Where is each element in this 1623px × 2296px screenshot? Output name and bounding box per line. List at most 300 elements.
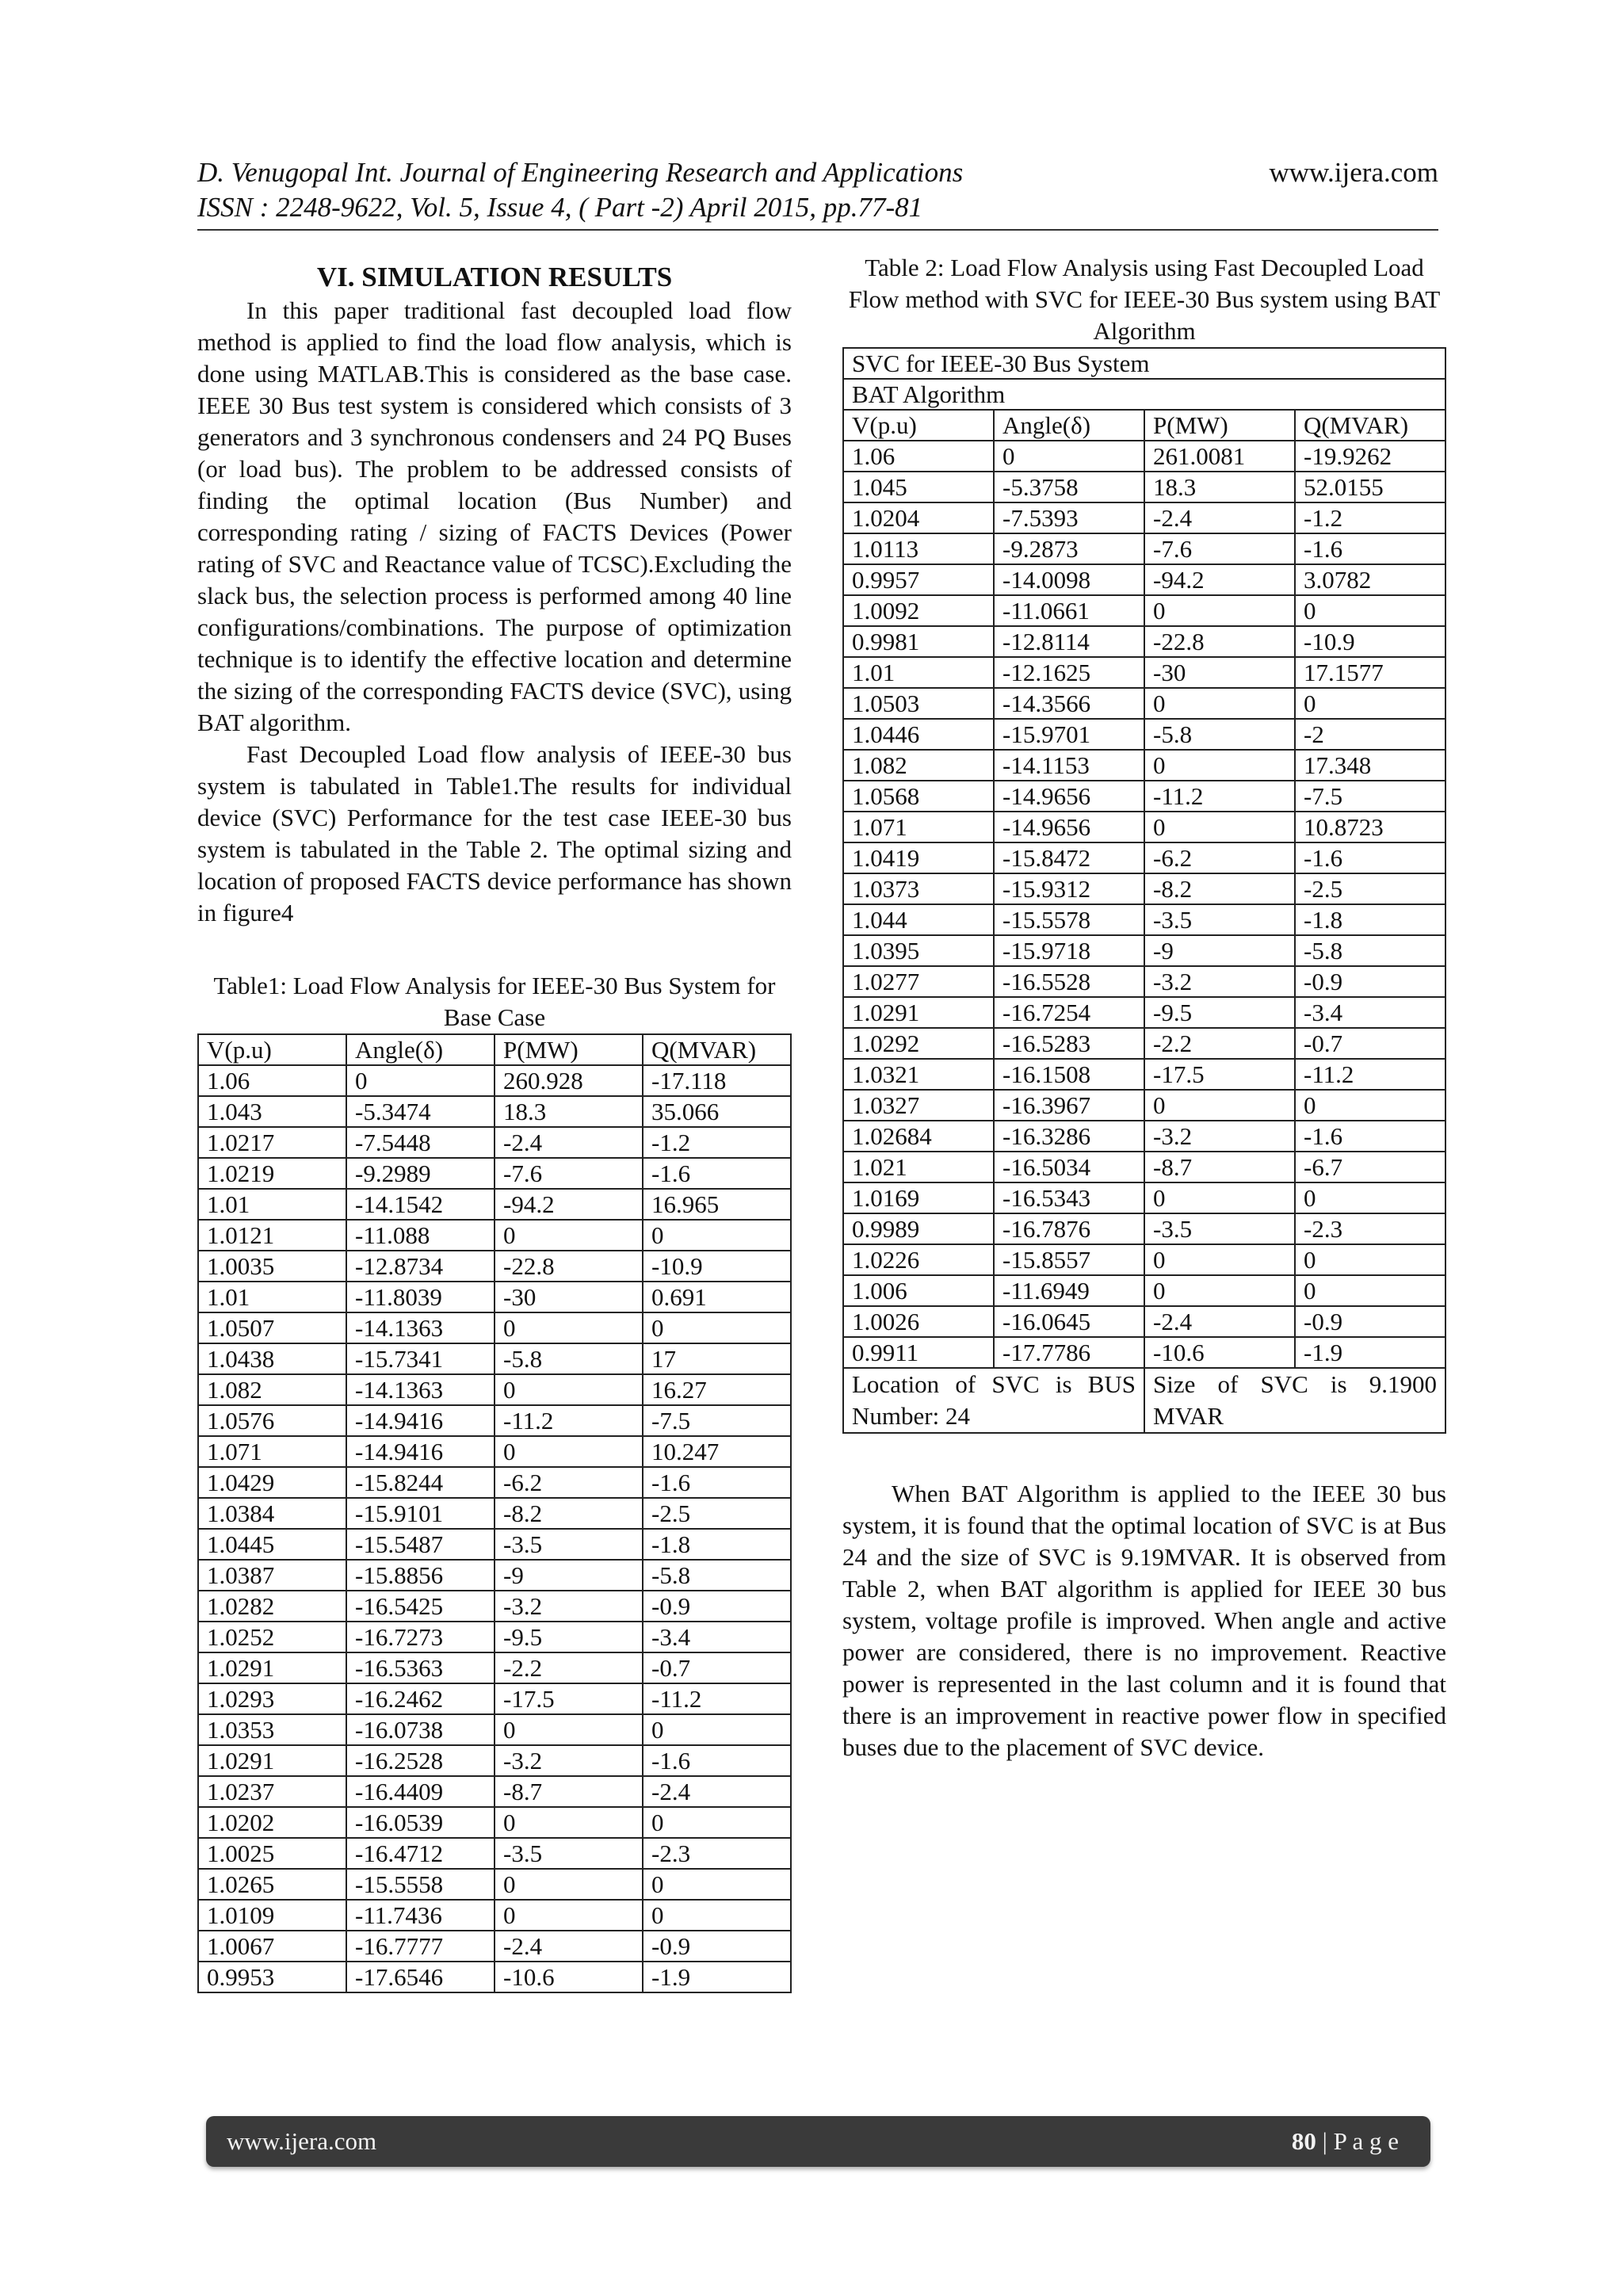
table-cell: -16.7254 — [994, 997, 1144, 1028]
table-cell: 17.348 — [1295, 750, 1445, 781]
table-cell: 1.0237 — [198, 1776, 346, 1807]
table-cell: 1.043 — [198, 1096, 346, 1127]
table-cell: -16.7777 — [346, 1931, 495, 1962]
table-row — [843, 1306, 1445, 1337]
table-cell: -1.6 — [1295, 533, 1445, 564]
table-cell: -11.8039 — [346, 1282, 495, 1312]
table-cell: 1.0507 — [198, 1312, 346, 1343]
table-row — [198, 1652, 791, 1683]
table-row — [198, 1683, 791, 1714]
table-cell: 0 — [1295, 1244, 1445, 1275]
table-row — [843, 657, 1445, 688]
table-cell: 1.0446 — [843, 719, 994, 750]
table-row — [843, 1244, 1445, 1275]
table-cell: 0 — [1144, 1182, 1295, 1213]
table-cell: -15.7341 — [346, 1343, 495, 1374]
table-cell: 0 — [643, 1220, 791, 1251]
table-cell: -11.6949 — [994, 1275, 1144, 1306]
table-row — [198, 1745, 791, 1776]
table-row — [843, 966, 1445, 997]
table-row — [198, 1900, 791, 1931]
table-cell: 3.0782 — [1295, 564, 1445, 595]
table-cell: -14.1542 — [346, 1189, 495, 1220]
table-cell: -8.7 — [1144, 1152, 1295, 1182]
table-cell: -11.2 — [495, 1405, 643, 1436]
table-row — [843, 1059, 1445, 1090]
table-cell: 1.0419 — [843, 842, 994, 873]
table-cell: -14.0098 — [994, 564, 1144, 595]
tables-paragraph: Fast Decoupled Load flow analysis of IEEE-30 bus system is tabulated in Table1.The results for individual device (SVC) Performance for the test case IEEE-30 bus system is tabulated in the Table 2. The optimal sizing and location of proposed FACTS device performance has shown in figure4 — [197, 740, 792, 926]
table-cell: 1.0121 — [198, 1220, 346, 1251]
table-cell: -3.2 — [1144, 1121, 1295, 1152]
table-cell: -6.2 — [495, 1467, 643, 1498]
table-row — [198, 1714, 791, 1745]
table-cell: 0.9911 — [843, 1337, 994, 1368]
table-row — [843, 688, 1445, 719]
table-row — [198, 1189, 791, 1220]
table-cell: -3.2 — [495, 1591, 643, 1622]
svc-size-cell: Size of SVC is 9.1900 MVAR — [1144, 1368, 1445, 1433]
table-cell: 0 — [495, 1436, 643, 1467]
table-cell: 18.3 — [495, 1096, 643, 1127]
table-cell: 1.02684 — [843, 1121, 994, 1152]
table-cell: -2.2 — [495, 1652, 643, 1683]
table2-algorithm-cell: BAT Algorithm — [843, 379, 1445, 410]
table-cell: -16.7876 — [994, 1213, 1144, 1244]
table-cell: 1.0438 — [198, 1343, 346, 1374]
table-cell: -0.7 — [643, 1652, 791, 1683]
table-cell: -8.7 — [495, 1776, 643, 1807]
table-cell: -2.3 — [643, 1838, 791, 1869]
table-cell: -14.9416 — [346, 1405, 495, 1436]
table-cell: -5.8 — [643, 1560, 791, 1591]
table-cell: -0.9 — [1295, 1306, 1445, 1337]
table-row — [843, 719, 1445, 750]
table-cell: -17.5 — [1144, 1059, 1295, 1090]
table-cell: -16.0645 — [994, 1306, 1144, 1337]
table-cell: 1.0282 — [198, 1591, 346, 1622]
table-cell: 0.9989 — [843, 1213, 994, 1244]
table-cell: -7.5448 — [346, 1127, 495, 1158]
table-cell: 1.0387 — [198, 1560, 346, 1591]
table-cell: -12.8734 — [346, 1251, 495, 1282]
table-row — [198, 1436, 791, 1467]
table-cell: -15.9101 — [346, 1498, 495, 1529]
table-cell: -16.3286 — [994, 1121, 1144, 1152]
table-cell: -17.5 — [495, 1683, 643, 1714]
table-cell: 1.0025 — [198, 1838, 346, 1869]
table-cell: 1.044 — [843, 904, 994, 935]
table-cell: 0 — [495, 1714, 643, 1745]
table-row — [198, 1343, 791, 1374]
table-cell: 1.0291 — [198, 1745, 346, 1776]
table-cell: 1.0219 — [198, 1158, 346, 1189]
table-cell: -15.5558 — [346, 1869, 495, 1900]
table2-header-row — [843, 410, 1445, 441]
table-cell: -3.5 — [1144, 1213, 1295, 1244]
table-cell: -5.8 — [495, 1343, 643, 1374]
left-column — [197, 252, 792, 1993]
table-cell: -15.5578 — [994, 904, 1144, 935]
table-row — [198, 1096, 791, 1127]
table-cell: -15.8856 — [346, 1560, 495, 1591]
table-cell: -3.5 — [495, 1529, 643, 1560]
table2-svc-bat — [842, 347, 1446, 1434]
table-row — [198, 1374, 791, 1405]
table-row — [843, 1337, 1445, 1368]
page-header — [197, 155, 1438, 225]
table-cell: -15.9701 — [994, 719, 1144, 750]
table-cell: 0 — [1144, 1090, 1295, 1121]
table-cell: -14.1363 — [346, 1374, 495, 1405]
table1-header-row — [198, 1034, 791, 1065]
table2-title-row — [843, 348, 1445, 379]
table-row — [198, 1529, 791, 1560]
table-cell: -9.2989 — [346, 1158, 495, 1189]
table-cell: 0 — [495, 1869, 643, 1900]
table-row — [198, 1405, 791, 1436]
table-cell: 0 — [643, 1312, 791, 1343]
table-cell: 0 — [994, 441, 1144, 472]
table-row — [198, 1591, 791, 1622]
table-cell: -1.6 — [643, 1467, 791, 1498]
table-cell: -10.9 — [1295, 626, 1445, 657]
table-row — [843, 595, 1445, 626]
svc-location-cell: Location of SVC is BUS Number: 24 — [843, 1368, 1144, 1433]
table-cell: -10.6 — [495, 1962, 643, 1992]
table-cell: 1.071 — [843, 812, 994, 842]
table-cell: -7.6 — [495, 1158, 643, 1189]
table-cell: 1.0445 — [198, 1529, 346, 1560]
table-cell: -12.1625 — [994, 657, 1144, 688]
table-cell: 1.0293 — [198, 1683, 346, 1714]
table-cell: 0 — [643, 1714, 791, 1745]
table-cell: 0 — [495, 1374, 643, 1405]
table-row — [843, 1213, 1445, 1244]
table-cell: -3.4 — [643, 1622, 791, 1652]
table-row — [198, 1869, 791, 1900]
table-row — [843, 533, 1445, 564]
table-row — [198, 1065, 791, 1096]
table-cell: 0.9953 — [198, 1962, 346, 1992]
table-cell: 52.0155 — [1295, 472, 1445, 502]
table-row — [198, 1622, 791, 1652]
table-row — [843, 935, 1445, 966]
table1-header-cell: Q(MVAR) — [643, 1034, 791, 1065]
table-cell: 1.0109 — [198, 1900, 346, 1931]
table-cell: 1.0252 — [198, 1622, 346, 1652]
table-cell: 1.0291 — [843, 997, 994, 1028]
table-cell: -11.088 — [346, 1220, 495, 1251]
table-cell: 1.01 — [198, 1282, 346, 1312]
table-row — [843, 564, 1445, 595]
table-row — [843, 842, 1445, 873]
table-cell: 1.0202 — [198, 1807, 346, 1838]
table-cell: 0.9981 — [843, 626, 994, 657]
table-cell: -2 — [1295, 719, 1445, 750]
table-cell: -16.1508 — [994, 1059, 1144, 1090]
table-row — [198, 1807, 791, 1838]
table-cell: 1.06 — [198, 1065, 346, 1096]
table-cell: -14.9656 — [994, 812, 1144, 842]
footer-url: www.ijera.com — [227, 2127, 377, 2155]
table-cell: 1.0113 — [843, 533, 994, 564]
journal-citation-line: D. Venugopal Int. Journal of Engineering Research and Applications — [197, 157, 964, 188]
table-cell: 1.0395 — [843, 935, 994, 966]
table-row — [198, 1220, 791, 1251]
table-cell: 0 — [495, 1900, 643, 1931]
table-cell: -17.6546 — [346, 1962, 495, 1992]
right-column — [842, 252, 1446, 1763]
table-cell: -15.8557 — [994, 1244, 1144, 1275]
table-cell: 16.965 — [643, 1189, 791, 1220]
table-cell: 1.01 — [843, 657, 994, 688]
footer-page — [1292, 2116, 1399, 2167]
table-cell: 0 — [1295, 595, 1445, 626]
table-cell: -14.3566 — [994, 688, 1144, 719]
table2-header-cell: Q(MVAR) — [1295, 410, 1445, 441]
table-cell: -2.3 — [1295, 1213, 1445, 1244]
table-cell: 1.0568 — [843, 781, 994, 812]
table-cell: 1.01 — [198, 1189, 346, 1220]
table-cell: 1.082 — [843, 750, 994, 781]
table-cell: -2.4 — [643, 1776, 791, 1807]
table-cell: -16.5343 — [994, 1182, 1144, 1213]
table-cell: -1.6 — [1295, 842, 1445, 873]
table-cell: -7.5393 — [994, 502, 1144, 533]
table-cell: 1.0291 — [198, 1652, 346, 1683]
table-cell: -16.2528 — [346, 1745, 495, 1776]
table-cell: 1.0035 — [198, 1251, 346, 1282]
table-cell: 1.0373 — [843, 873, 994, 904]
table-cell: -16.5363 — [346, 1652, 495, 1683]
table-row — [843, 1121, 1445, 1152]
table-cell: 0 — [346, 1065, 495, 1096]
table-cell: -16.7273 — [346, 1622, 495, 1652]
table1-header-cell: Angle(δ) — [346, 1034, 495, 1065]
table-cell: 0 — [1295, 1090, 1445, 1121]
table-row — [198, 1498, 791, 1529]
table-cell: -15.9312 — [994, 873, 1144, 904]
table-cell: 0 — [1144, 812, 1295, 842]
table-cell: -16.0738 — [346, 1714, 495, 1745]
table-cell: -1.2 — [643, 1127, 791, 1158]
table-cell: 1.0353 — [198, 1714, 346, 1745]
table-cell: -3.5 — [495, 1838, 643, 1869]
table-cell: -3.2 — [1144, 966, 1295, 997]
table-cell: -16.5283 — [994, 1028, 1144, 1059]
table-cell: -14.1363 — [346, 1312, 495, 1343]
table-cell: 17 — [643, 1343, 791, 1374]
table-row — [198, 1838, 791, 1869]
table-cell: -19.9262 — [1295, 441, 1445, 472]
table1-load-flow — [197, 1033, 792, 1993]
table-cell: -2.5 — [1295, 873, 1445, 904]
table-cell: 1.0092 — [843, 595, 994, 626]
table-cell: -1.6 — [643, 1745, 791, 1776]
table-cell: -17.7786 — [994, 1337, 1144, 1368]
table-cell: 1.0503 — [843, 688, 994, 719]
table2-header-cell: V(p.u) — [843, 410, 994, 441]
table-cell: -2.4 — [495, 1127, 643, 1158]
table-cell: -17.118 — [643, 1065, 791, 1096]
table-row — [843, 1275, 1445, 1306]
table-cell: 0 — [643, 1807, 791, 1838]
table-cell: -16.2462 — [346, 1683, 495, 1714]
table-row — [198, 1560, 791, 1591]
conclusion-paragraph: When BAT Algorithm is applied to the IEEE 30 bus system, it is found that the optimal location of SVC is at Bus 24 and the size of SVC is 9.19MVAR. It is observed from Table 2, when BAT algorithm is applied for IEEE 30 bus system, voltage profile is improved. When angle and active power are considered, there is no improvement. Reactive power is represented in the last column and it is found that there is an improvement in reactive power flow in specified buses due to the placement of SVC device. — [842, 1480, 1446, 1761]
table-cell: -5.8 — [1144, 719, 1295, 750]
table-cell: 1.0292 — [843, 1028, 994, 1059]
table-cell: -16.5528 — [994, 966, 1144, 997]
table-row — [198, 1127, 791, 1158]
table-cell: 0 — [1295, 688, 1445, 719]
table2-header-cell: P(MW) — [1144, 410, 1295, 441]
table-cell: 0 — [1144, 1275, 1295, 1306]
header-divider — [197, 229, 1438, 231]
table-cell: 1.071 — [198, 1436, 346, 1467]
table-row — [843, 1090, 1445, 1121]
table-cell: -9.5 — [495, 1622, 643, 1652]
table-cell: 16.27 — [643, 1374, 791, 1405]
table-cell: 261.0081 — [1144, 441, 1295, 472]
table-cell: -2.2 — [1144, 1028, 1295, 1059]
table-cell: 0 — [1144, 595, 1295, 626]
table-cell: -8.2 — [495, 1498, 643, 1529]
table-cell: 1.045 — [843, 472, 994, 502]
table-cell: -10.9 — [643, 1251, 791, 1282]
table-row — [198, 1962, 791, 1992]
table-cell: -9 — [495, 1560, 643, 1591]
table2-header-cell: Angle(δ) — [994, 410, 1144, 441]
table-cell: 0 — [1144, 1244, 1295, 1275]
table-cell: 0 — [1295, 1182, 1445, 1213]
page-number: 80 — [1291, 2127, 1316, 2155]
table-cell: -6.7 — [1295, 1152, 1445, 1182]
table-cell: 10.247 — [643, 1436, 791, 1467]
table-cell: -2.4 — [1144, 1306, 1295, 1337]
table-cell: 1.0576 — [198, 1405, 346, 1436]
table-cell: 35.066 — [643, 1096, 791, 1127]
table-row — [198, 1158, 791, 1189]
table-cell: 0 — [495, 1807, 643, 1838]
table-cell: 1.0277 — [843, 966, 994, 997]
table-row — [198, 1282, 791, 1312]
table-cell: 260.928 — [495, 1065, 643, 1096]
table-row — [198, 1931, 791, 1962]
table2-algorithm-row — [843, 379, 1445, 410]
table-cell: 1.0026 — [843, 1306, 994, 1337]
table-cell: -1.9 — [1295, 1337, 1445, 1368]
table-cell: -15.9718 — [994, 935, 1144, 966]
table-cell: 0.691 — [643, 1282, 791, 1312]
table1-header-cell: P(MW) — [495, 1034, 643, 1065]
table-cell: 1.0265 — [198, 1869, 346, 1900]
table-cell: -30 — [495, 1282, 643, 1312]
table-cell: -14.9416 — [346, 1436, 495, 1467]
table-cell: -8.2 — [1144, 873, 1295, 904]
table-cell: -7.5 — [1295, 781, 1445, 812]
table-cell: 0 — [643, 1900, 791, 1931]
table-cell: -16.0539 — [346, 1807, 495, 1838]
table-cell: -16.4712 — [346, 1838, 495, 1869]
table-cell: -22.8 — [495, 1251, 643, 1282]
table-row — [843, 781, 1445, 812]
table-cell: -11.7436 — [346, 1900, 495, 1931]
table-cell: -1.8 — [643, 1529, 791, 1560]
table-cell: -11.2 — [643, 1683, 791, 1714]
table1-caption: Table1: Load Flow Analysis for IEEE-30 Bus System for Base Case — [213, 972, 776, 1031]
table-cell: -16.4409 — [346, 1776, 495, 1807]
table-cell: -94.2 — [1144, 564, 1295, 595]
table-cell: -16.5425 — [346, 1591, 495, 1622]
table-cell: -16.5034 — [994, 1152, 1144, 1182]
table-cell: 0 — [643, 1869, 791, 1900]
table-cell: 1.06 — [843, 441, 994, 472]
table-cell: 1.082 — [198, 1374, 346, 1405]
table-cell: 1.0321 — [843, 1059, 994, 1090]
table-cell: 17.1577 — [1295, 657, 1445, 688]
table-cell: 0.9957 — [843, 564, 994, 595]
table-cell: 0 — [495, 1312, 643, 1343]
table-row — [843, 626, 1445, 657]
table-row — [843, 472, 1445, 502]
issn-line: ISSN : 2248-9622, Vol. 5, Issue 4, ( Part -2) April 2015, pp.77-81 — [197, 192, 923, 223]
table-row — [198, 1251, 791, 1282]
table-cell: 1.0169 — [843, 1182, 994, 1213]
intro-paragraph: In this paper traditional fast decoupled load flow method is applied to find the load flow analysis, which is done using MATLAB.This is considered as the base case. IEEE 30 Bus test system is considered which consists of 3 generators and 3 synchronous condensers and 24 PQ Buses (or load bus). The problem to be addressed consists of finding the optimal location (Bus Number) and corresponding rating / sizing of FACTS Devices (Power rating of SVC and Reactance value of TCSC).Excluding the slack bus, the selection process is performed among 40 line configurations/combinations. The purpose of optimization technique is to identify the effective location and determine the sizing of the corresponding FACTS device (SVC), using BAT algorithm. — [197, 296, 792, 736]
table-row — [198, 1312, 791, 1343]
table-cell: -7.6 — [1144, 533, 1295, 564]
table-row — [843, 812, 1445, 842]
table-cell: -15.5487 — [346, 1529, 495, 1560]
table-row — [843, 1028, 1445, 1059]
table-cell: -94.2 — [495, 1189, 643, 1220]
table-cell: -2.4 — [1144, 502, 1295, 533]
table-cell: 10.8723 — [1295, 812, 1445, 842]
table-cell: -2.5 — [643, 1498, 791, 1529]
table-cell: -12.8114 — [994, 626, 1144, 657]
table-cell: -10.6 — [1144, 1337, 1295, 1368]
table-cell: -14.9656 — [994, 781, 1144, 812]
table-cell: 1.0217 — [198, 1127, 346, 1158]
table-cell: -16.3967 — [994, 1090, 1144, 1121]
table-cell: 1.0429 — [198, 1467, 346, 1498]
table-cell: -2.4 — [495, 1931, 643, 1962]
table-cell: 1.0327 — [843, 1090, 994, 1121]
table-cell: -0.9 — [643, 1591, 791, 1622]
table-cell: -9 — [1144, 935, 1295, 966]
table-cell: -3.2 — [495, 1745, 643, 1776]
table-cell: 1.0067 — [198, 1931, 346, 1962]
table-cell: 1.006 — [843, 1275, 994, 1306]
table-row — [843, 904, 1445, 935]
table-cell: -6.2 — [1144, 842, 1295, 873]
page-label: | P a g e — [1316, 2127, 1399, 2155]
table-cell: -5.3758 — [994, 472, 1144, 502]
table-row — [843, 502, 1445, 533]
table2-title-cell: SVC for IEEE-30 Bus System — [843, 348, 1445, 379]
table-cell: 1.0226 — [843, 1244, 994, 1275]
table-cell: -14.1153 — [994, 750, 1144, 781]
table-row — [843, 1182, 1445, 1213]
table-row — [198, 1776, 791, 1807]
table-cell: -22.8 — [1144, 626, 1295, 657]
table-cell: -5.3474 — [346, 1096, 495, 1127]
section-title: VI. SIMULATION RESULTS — [316, 262, 673, 292]
table-cell: 0 — [495, 1220, 643, 1251]
table-cell: 0 — [1144, 688, 1295, 719]
